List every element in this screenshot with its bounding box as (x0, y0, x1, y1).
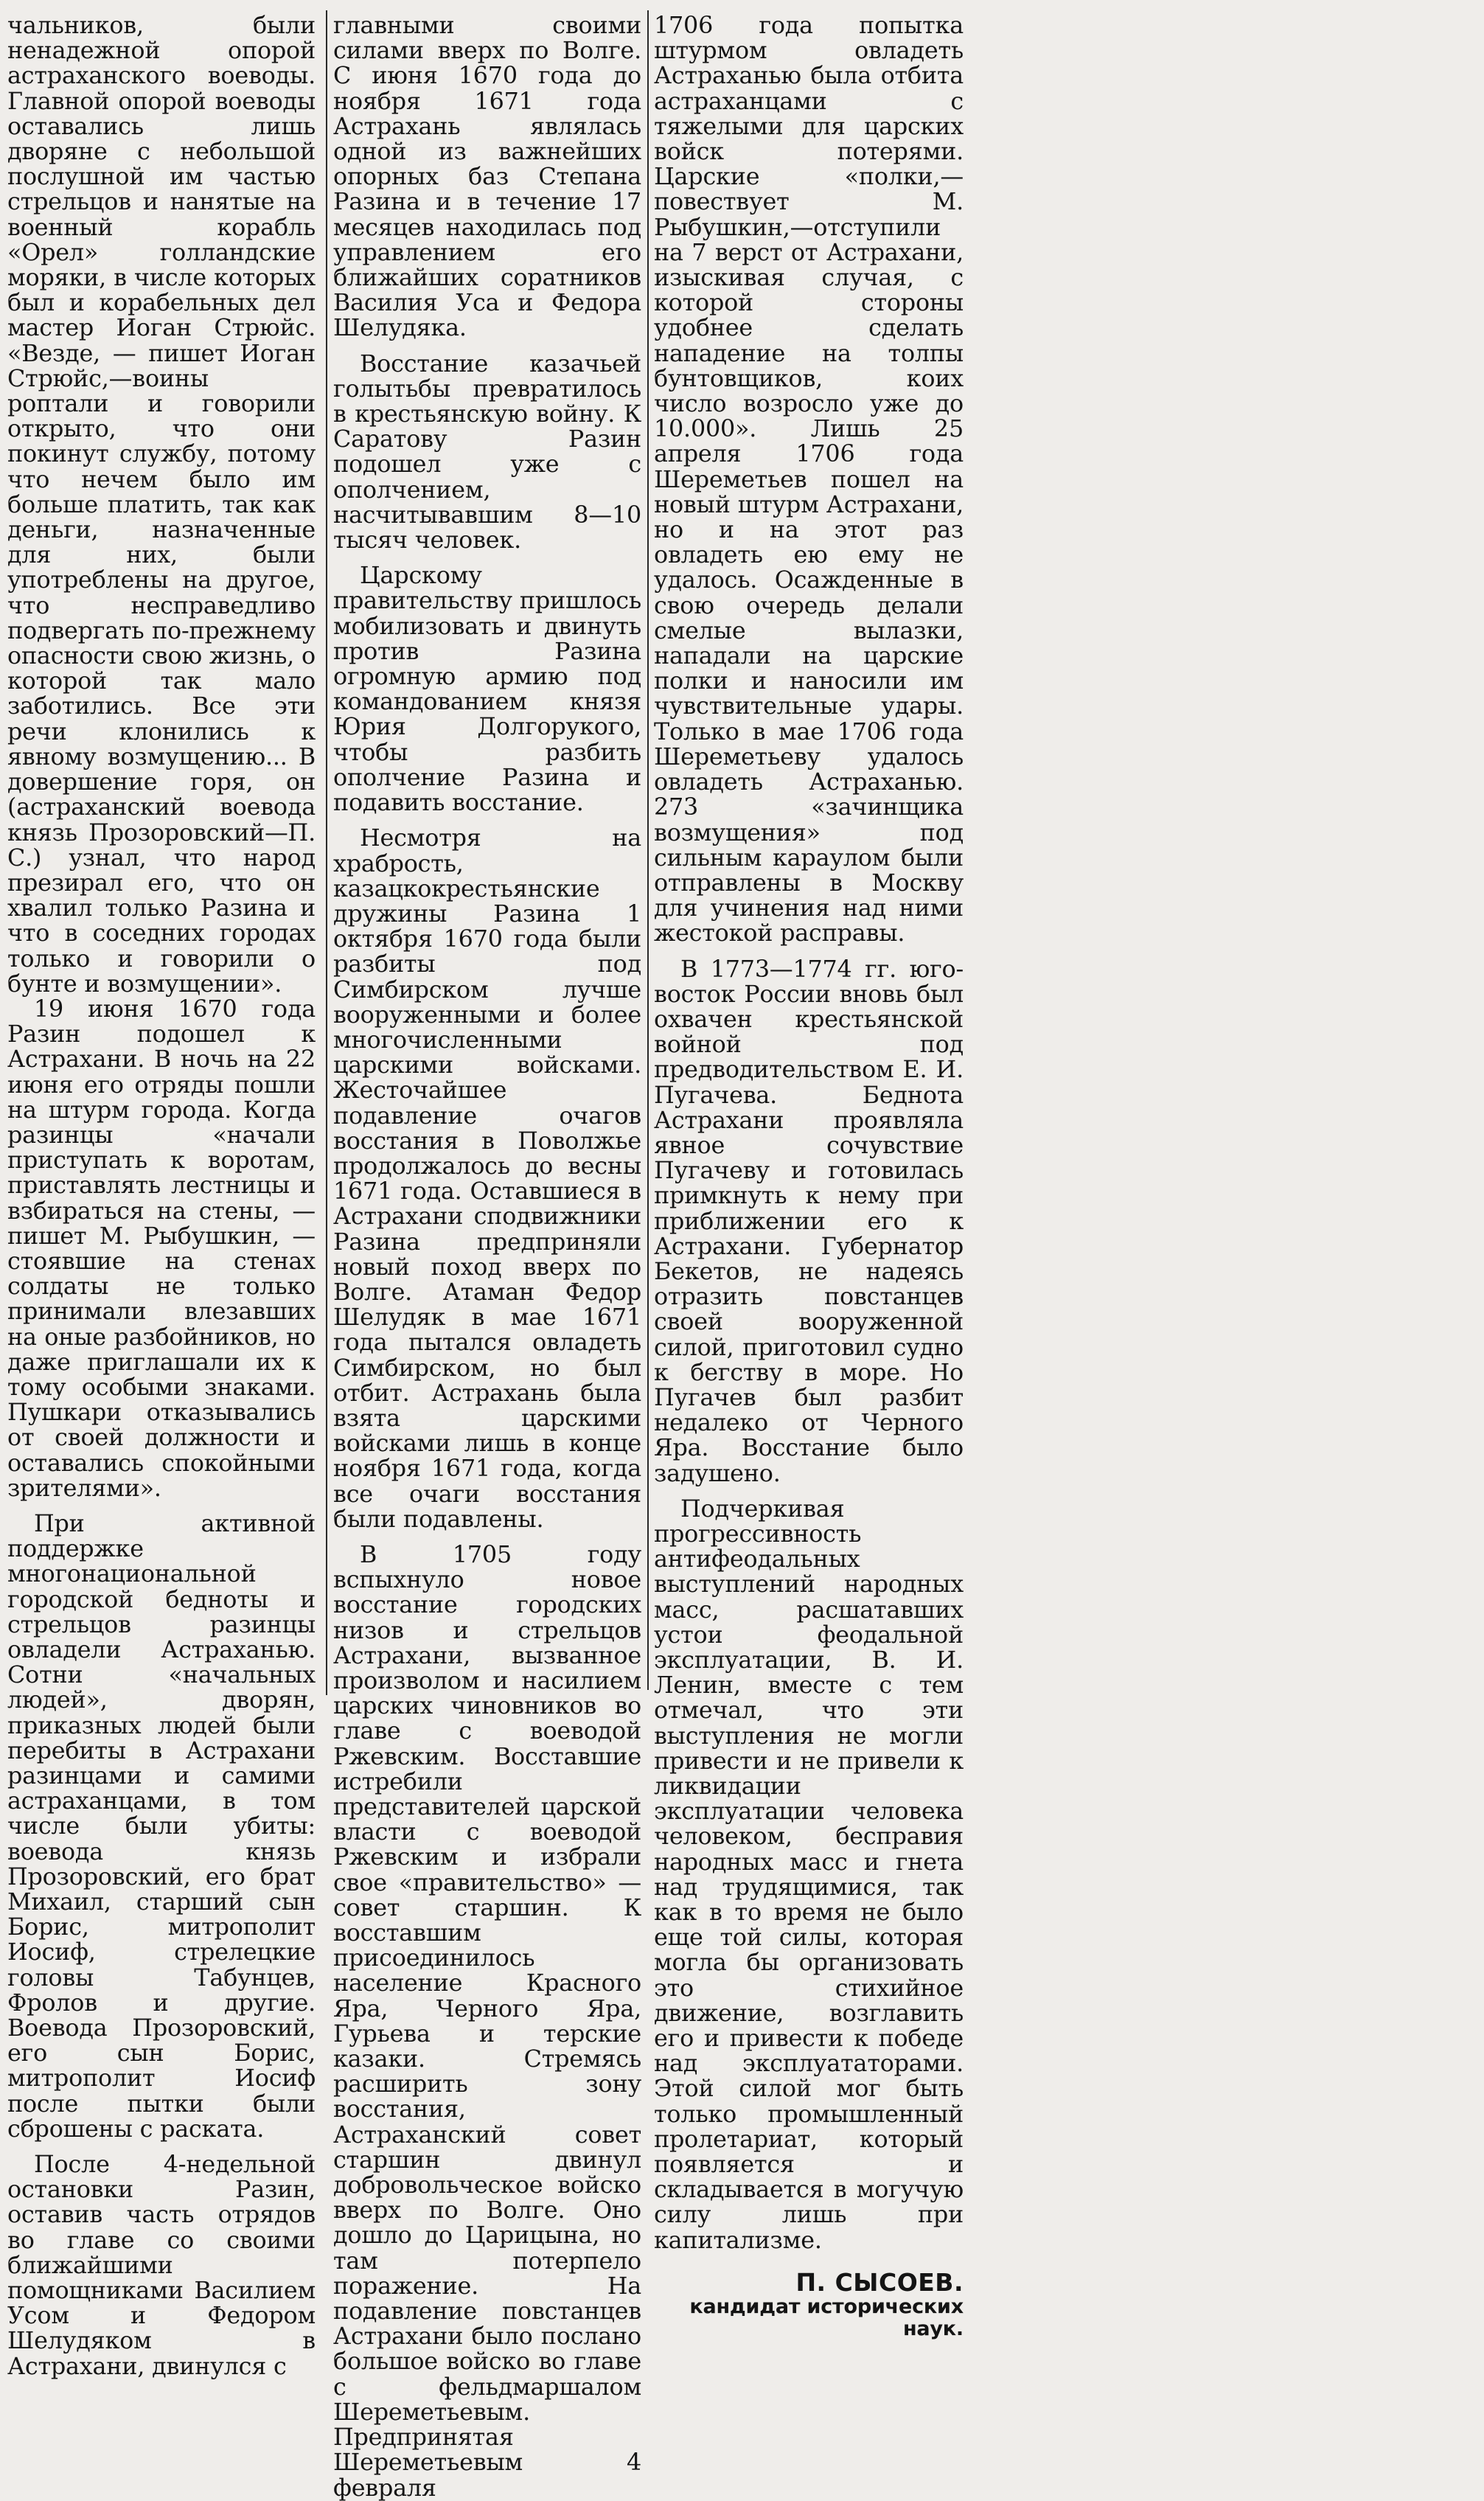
paragraph: В 1773—1774 гг. юго-восток России вновь был охвачен крестьянской войной под предводительством Е. И. Пугачева. Беднота Астрахани проявляла явное сочувствие Пугачеву и готовилась примкнуть к нему при приближении его к Астрахани. Губернатор Бекетов, не надеясь отразить повстанцев своей вооруженной силой, приготовил судно к бегству в море. Но Пугачев был разбит недалеко от Черного Яра. Восстание было задушено. (654, 955, 964, 1487)
author-title-line-2: наук. (902, 2317, 964, 2340)
paragraph: 1706 года попытка штурмом овладеть Астраханью была отбита астраханцами с тяжелыми для царских войск потерями. Царские «полки,— повествует М. Рыбушкин,—отступили на 7 верст от Астрахани, изыскивая случая, с которой стороны удобнее сделать нападение на толпы бунтовщиков, коих число возросло уже до 10.000». Лишь 25 апреля 1706 года Шереметьев пошел на новый штурм Астрахани, но и на этот раз овладеть ею ему не удалось. Осажденные в свою очередь делали смелые вылазки, нападали на царские полки и наносили им чувствительные удары. Только в мае 1706 года Шереметьеву удалось овладеть Астраханью. 273 «зачинщика возмущения» под сильным караулом были отправлены в Москву для учинения над ними жестокой расправы. (654, 13, 964, 947)
article-column-3 (654, 13, 964, 2340)
paragraph: Несмотря на храбрость, казацкокрестьянские дружины Разина 1 октября 1670 года были разбиты под Симбирском лучше вооруженными и более многочисленными царскими войсками. Жесточайшее подавление очагов восстания в Поволжье продолжалось до весны 1671 года. Оставшиеся в Астрахани сподвижники Разина предприняли новый поход вверх по Волге. Атаман Федор Шелудяк в мае 1671 года пытался овладеть Симбирском, но был отбит. Астрахань была взята царскими войсками лишь в конце ноября 1671 года, когда все очаги восстания были подавлены. (333, 824, 641, 1533)
paragraph: 19 июня 1670 года Разин подошел к Астрахани. В ночь на 22 июня его отряды пошли на штурм города. Когда разинцы «начали приступать к воротам, приставлять лестницы и взбираться на стены, — пишет М. Рыбушкин, — стоявшие на стенах солдаты не только принимали влезавших на оные разбойников, но даже приглашали их к тому особыми знаками. Пушкари отказывались от своей должности и оставались спокойными зрителями». (7, 995, 316, 1502)
paragraph: В 1705 году вспыхнуло новое восстание городских низов и стрельцов Астрахани, вызванное произволом и насилием царских чиновников во главе с воеводой Ржевским. Восставшие истребили представителей царской власти с воеводой Ржевским и избрали свое «правительство» — совет старшин. К восставшим присоединилось население Красного Яра, Черного Яра, Гурьева и терские казаки. Стремясь расширить зону восстания, Астраханский совет старшин двинул добровольческое войско вверх по Волге. Оно дошло до Царицына, но там потерпело поражение. На подавление повстанцев Астрахани было послано большое войско во главе с фельдмаршалом Шереметьевым. Предпринятая Шереметьевым 4 февраля (333, 1540, 641, 2501)
author-title-line-1: кандидат исторических (689, 2295, 964, 2318)
article-column-1 (7, 13, 316, 2379)
paragraph: Восстание казачьей голытьбы превратилось в крестьянскую войну. К Саратову Разин подошел уже с ополчением, насчитывавшим 8—10 тысяч человек. (333, 349, 641, 554)
paragraph: После 4-недельной остановки Разин, оставив часть отрядов во главе со своими ближайшими помощниками Василием Усом и Федором Шелудяком в Астрахани, двинулся с (7, 2151, 316, 2379)
article-column-2 (333, 13, 641, 2501)
author-signature (654, 2269, 964, 2340)
paragraph: Подчеркивая прогрессивность антифеодальных выступлений народных масс, расшатавших устои феодальной эксплуатации, В. И. Ленин, вместе с тем отмечал, что эти выступления не могли привести и не привели к ликвидации эксплуатации человека человеком, бесправия народных масс и гнета над трудящимися, так как в то время не было еще той силы, которая могла бы организовать это стихийное движение, возглавить его и привести к победе над эксплуататорами. Этой силой мог быть только промышленный пролетариат, который появляется и складывается в могучую силу лишь при капитализме. (654, 1495, 964, 2254)
column-divider (326, 10, 327, 1695)
author-name: П. СЫСОЕВ. (795, 2267, 964, 2297)
paragraph: главными своими силами вверх по Волге. С июня 1670 года до ноября 1671 года Астрахань являлась одной из важнейших опорных баз Степана Разина и в течение 17 месяцев находилась под управлением его ближайших соратников Василия Уса и Федора Шелудяка. (333, 13, 641, 342)
column-divider (647, 10, 649, 1690)
paragraph: При активной поддержке многонациональной городской бедноты и стрельцов разинцы овладели Астраханью. Сотни «начальных людей», дворян, приказных людей были перебиты в Астрахани разинцами и самими астраханцами, в том числе были убиты: воевода князь Прозоровский, его брат Михаил, старший сын Борис, митрополит Иосиф, стрелецкие головы Табунцев, Фролов и другие. Воевода Прозоровский, его сын Борис, митрополит Иосиф после пытки были сброшены с раската. (7, 1509, 316, 2143)
paragraph: чальников, были ненадежной опорой астраханского воеводы. Главной опорой воеводы оставались лишь дворяне с небольшой послушной им частью стрельцов и нанятые на военный корабль «Орел» голландские моряки, в числе которых был и корабельных дел мастер Иоган Стрюйс. «Везде, — пишет Иоган Стрюйс,—воины роптали и говорили открыто, что они покинут службу, потому что нечем было им больше платить, так как деньги, назначенные для них, были употреблены на другое, что несправедливо подвергать по-прежнему опасности свою жизнь, о которой так мало заботились. Все эти речи клонились к явному возмущению... В довершение горя, он (астраханский воевода князь Прозоровский—П. С.) узнал, что народ презирал его, что он хвалил только Разина и что в соседних городах только и говорили о бунте и возмущении». (7, 13, 316, 998)
paragraph: Царскому правительству пришлось мобилизовать и двинуть против Разина огромную армию под командованием князя Юрия Долгорукого, чтобы разбить ополчение Разина и подавить восстание. (333, 562, 641, 817)
